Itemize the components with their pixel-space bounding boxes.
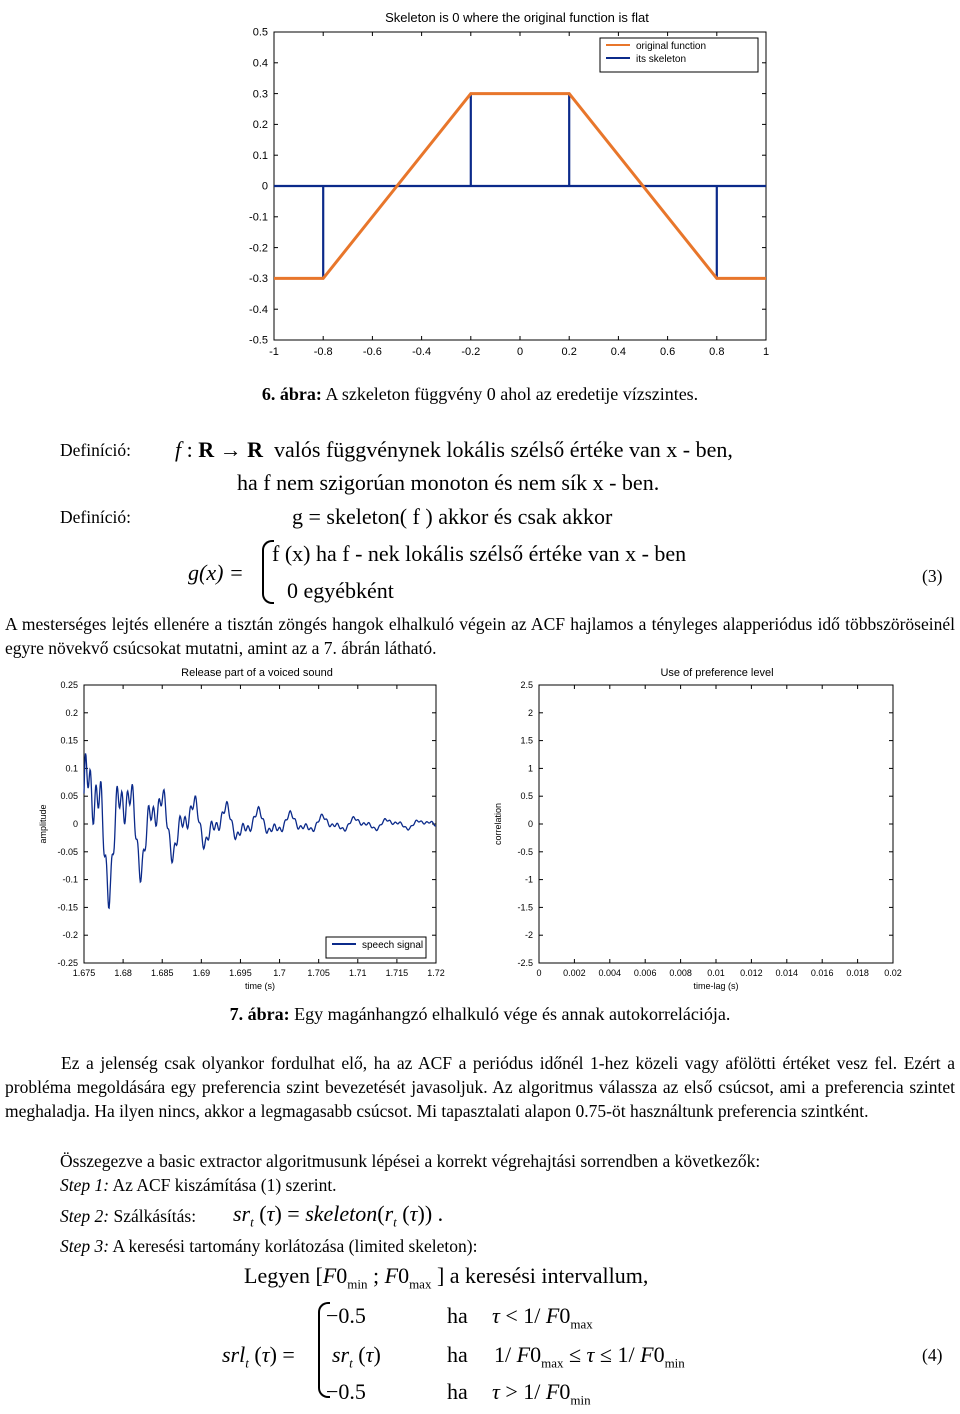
equation-4-cond-1: τ < 1/ $F0_{max}$ — [492, 1303, 593, 1332]
plot-area — [84, 685, 436, 963]
equation-4-ha-3: ha — [447, 1379, 468, 1404]
legend-entry: original function — [636, 41, 707, 52]
x-axis-label: time (s) — [245, 981, 275, 991]
equation-4-intro: Legyen [$F0_{min}$ ; $F0_{max}$ ] a keresési intervallum, — [244, 1263, 649, 1292]
x-tick-label: -0.4 — [412, 346, 432, 358]
y-tick-label: 1.5 — [520, 735, 533, 746]
y-tick-label: 0.05 — [60, 791, 78, 802]
x-tick-label: 1 — [762, 346, 770, 358]
equation-3-number: (3) — [922, 566, 943, 586]
y-tick-label: -0.15 — [57, 902, 78, 913]
x-tick-label: 0.8 — [709, 346, 725, 358]
x-tick-label: 1.675 — [72, 968, 96, 978]
definition-1-label: Definíció: — [60, 440, 131, 460]
y-tick-label: -0.4 — [249, 303, 268, 316]
figure-7-left-chart — [22, 663, 452, 1001]
x-tick-label: 0.004 — [598, 968, 622, 978]
y-tick-label: -0.5 — [517, 846, 533, 857]
y-tick-label: -0.1 — [249, 211, 268, 224]
step-2-formula: $sr_t$ $(\tau) = skeleton(r_t$ (τ)) . — [233, 1201, 444, 1230]
x-tick-label: 0.6 — [659, 346, 676, 358]
x-tick-label: 0.02 — [884, 968, 902, 978]
definition-1-line-1-text: valós függvénynek lokális szélső értéke van x - ben, — [274, 437, 733, 462]
equation-3-lhs: g(x) = — [188, 560, 244, 585]
y-tick-label: 0.25 — [60, 680, 78, 690]
x-tick-label: 1.69 — [192, 968, 211, 978]
x-tick-label: 1.72 — [427, 968, 445, 978]
y-tick-label: 0.2 — [65, 707, 78, 718]
x-tick-label: 0 — [536, 968, 542, 978]
x-tick-label: 0.006 — [633, 968, 657, 978]
y-tick-label: -0.5 — [249, 334, 268, 347]
y-tick-label: 0.15 — [60, 735, 78, 746]
y-tick-label: 0 — [72, 819, 78, 829]
equation-4-cond-2: 1/ $F0_{max} \le \tau \le 1/$ $F0_{min}$ — [494, 1342, 685, 1371]
y-axis-label: amplitude — [38, 804, 48, 844]
plot-area — [539, 685, 893, 963]
paragraph-2: Ez a jelenség csak olyankor fordulhat elő, ha az ACF a periódus időnél 1-hez közeli vagy afölötti értéket vesz fel. Ezért a probléma megoldására egy preferencia szint bevezetését javasoljuk. Az algoritmus válassza az első csúcsot, ami a preferencia szintet meghaladja. Ha ilyen nincs, akkor a legmagasabb csúcsot. Mi tapasztalati alapon 0.75-öt használtunk preferencia szintként. — [5, 1053, 955, 1121]
x-tick-label: 0.2 — [561, 346, 577, 358]
y-tick-label: -0.25 — [57, 958, 78, 968]
figure-7-caption-label: 7. ábra: — [229, 1004, 290, 1024]
x-tick-label: 1.7 — [273, 968, 286, 978]
step-3-label: Step 3: — [60, 1236, 110, 1256]
legend-entry: its skeleton — [636, 54, 687, 65]
x-tick-label: 1.685 — [150, 968, 174, 978]
x-tick-label: 0.018 — [846, 968, 869, 978]
equation-3-case-1: f (x) ha f - nek lokális szélső értéke van x - ben — [272, 541, 687, 566]
equation-4-cond-3: τ > 1/ $F0_{min}$ — [492, 1379, 591, 1408]
paragraph-3: Összegezve a basic extractor algoritmusunk lépései a korrekt végrehajtási sorrendben a következők: — [60, 1151, 761, 1171]
x-tick-label: 0.002 — [563, 968, 586, 978]
step-1-label: Step 1: — [60, 1175, 110, 1195]
step-3-text: A keresési tartomány korlátozása (limited skeleton): — [109, 1236, 478, 1256]
x-tick-label: 1.705 — [307, 968, 330, 978]
x-tick-label: 1.68 — [114, 968, 132, 978]
fig6-title: Skeleton is 0 where the original function is flat — [385, 10, 649, 25]
x-tick-label: 0.008 — [669, 968, 692, 978]
paragraph-1: A mesterséges lejtés ellenére a tisztán zöngés hangok elhalkuló végein az ACF hajlamos a tényleges alapperiódus idő többszöröseinél egyre növekvő csúcsokat mutatni, amint az a 7. ábrán látható. — [5, 614, 955, 658]
x-tick-label: -1 — [269, 346, 279, 358]
y-tick-label: 0.4 — [252, 57, 268, 70]
y-tick-label: 0 — [261, 180, 268, 193]
y-tick-label: -2.5 — [517, 958, 533, 968]
fig7a-title: Release part of a voiced sound — [181, 667, 333, 679]
y-axis-label: correlation — [493, 802, 503, 846]
x-tick-label: -0.2 — [461, 346, 481, 358]
y-tick-label: 0 — [527, 819, 533, 829]
y-tick-label: 1 — [527, 763, 533, 774]
figure-7-caption — [0, 1004, 960, 1025]
y-tick-label: -0.3 — [249, 273, 268, 286]
equation-4-ha-1: ha — [447, 1303, 468, 1328]
equation-4-number: (4) — [922, 1345, 943, 1365]
x-tick-label: 0.016 — [810, 968, 834, 978]
y-tick-label: 0.1 — [65, 763, 78, 774]
equation-4-case-3-value: −0.5 — [326, 1379, 366, 1404]
definition-2-label: Definíció: — [60, 507, 131, 527]
x-tick-label: 1.71 — [349, 968, 367, 978]
equation-4-case-2-value: $sr_t$ (τ) — [332, 1342, 381, 1371]
y-tick-label: -1 — [524, 874, 533, 885]
figure-6-chart — [190, 0, 830, 380]
equation-4-legyen: Legyen — [244, 1263, 310, 1288]
y-tick-label: -0.1 — [62, 874, 78, 885]
figure-6-caption-label: 6. ábra: — [261, 384, 322, 404]
y-tick-label: -0.2 — [249, 242, 268, 255]
figure-7-right-chart — [495, 663, 935, 1001]
y-tick-label: 2 — [527, 707, 533, 718]
x-tick-label: 0.014 — [775, 968, 799, 978]
step-1 — [60, 1173, 337, 1197]
y-tick-label: 0.5 — [252, 26, 268, 39]
x-tick-label: 1.715 — [385, 968, 409, 978]
step-3 — [60, 1234, 477, 1258]
figure-6-caption-text: A szkeleton függvény 0 ahol az eredetije vízszintes. — [321, 384, 699, 404]
y-tick-label: 0.1 — [252, 149, 268, 162]
equation-4-ha-2: ha — [447, 1342, 468, 1367]
x-tick-label: 0.01 — [707, 968, 725, 978]
y-tick-label: 0.5 — [520, 791, 533, 802]
step-2-text: Szálkásítás: — [109, 1206, 197, 1226]
y-tick-label: -0.05 — [57, 846, 78, 857]
equation-4-intro-text: a keresési intervallum, — [449, 1263, 649, 1288]
figure-7-caption-text: Egy magánhangzó elhalkuló vége és annak autokorrelációja. — [289, 1004, 731, 1024]
figure-6-caption — [0, 384, 960, 405]
x-tick-label: 0.012 — [740, 968, 763, 978]
definition-2-main: g = skeleton( f ) akkor és csak akkor — [292, 504, 613, 529]
definition-1-line-2: ha f nem szigorúan monoton és nem sík x - ben. — [237, 470, 660, 495]
x-tick-label: -0.6 — [362, 346, 382, 358]
definition-1-line-1: f : R → R valós függvénynek lokális szélső értéke van x - ben, — [175, 437, 733, 462]
y-tick-label: -1.5 — [517, 902, 533, 913]
x-tick-label: 1.695 — [229, 968, 252, 978]
x-axis-label: time-lag (s) — [693, 981, 739, 991]
fig7b-title: Use of preference level — [660, 667, 774, 679]
y-tick-label: 2.5 — [520, 680, 533, 690]
step-2-label: Step 2: — [60, 1206, 110, 1226]
equation-4-case-1-value: −0.5 — [326, 1303, 366, 1328]
equation-4-lhs: srl$_t$ (τ) = — [222, 1342, 295, 1371]
y-tick-label: -2 — [524, 930, 533, 941]
x-tick-label: 0.4 — [610, 346, 627, 358]
y-tick-label: 0.3 — [252, 88, 268, 101]
legend-entry: speech signal — [362, 940, 424, 951]
step-1-text: Az ACF kiszámítása (1) szerint. — [109, 1175, 337, 1195]
y-tick-label: -0.2 — [62, 930, 78, 941]
equation-3-case-2: 0 egyébként — [287, 578, 394, 603]
x-tick-label: 0 — [516, 346, 524, 358]
x-tick-label: -0.8 — [313, 346, 333, 358]
step-2 — [60, 1204, 196, 1228]
y-tick-label: 0.2 — [252, 119, 268, 132]
